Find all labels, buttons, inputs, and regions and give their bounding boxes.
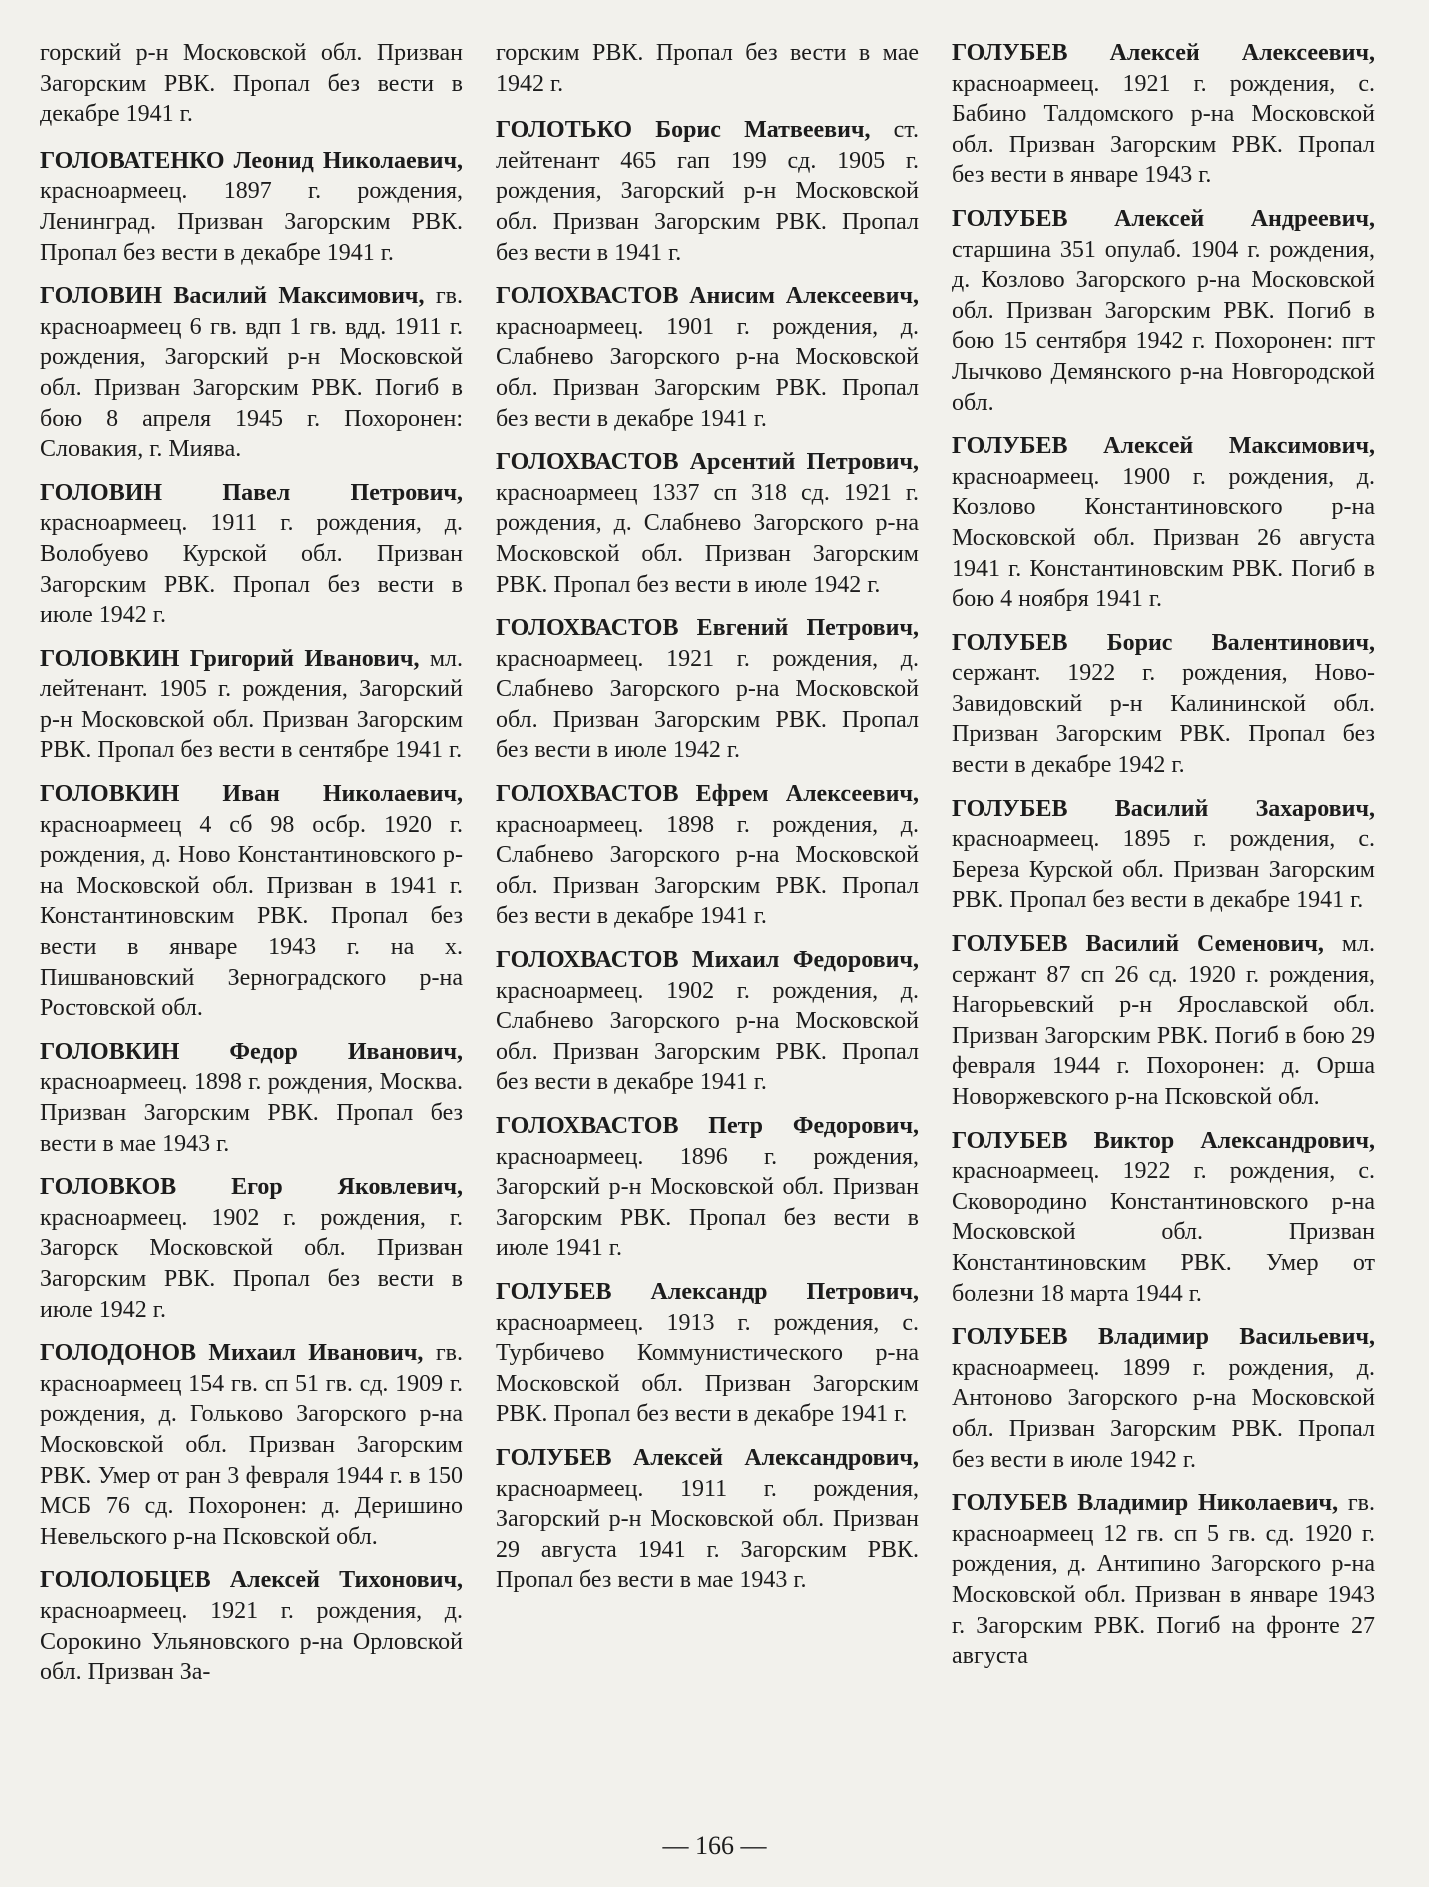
- entry-text: ст. лейтенант 465 гап 199 сд. 1905 г. рождения, Загорский р-н Московской обл. Призван Загорским РВК. Пропал без вести в 1941 г.: [496, 117, 919, 266]
- entry-name: ГОЛУБЕВ Алексей Алексеевич,: [952, 40, 1375, 66]
- entry-text: красноармеец. 1922 г. рождения, с. Сковородино Константиновского р-на Московской обл. Призван Константиновским РВК. Умер от болезни 18 марта 1944 г.: [952, 1158, 1375, 1307]
- entry-text: мл. лейтенант. 1905 г. рождения, Загорский р-н Московской обл. Призван Загорским РВК. Пропал без вести в сентябре 1941 г.: [40, 645, 463, 764]
- text-columns: [40, 38, 1375, 1701]
- registry-entry: [952, 38, 1375, 191]
- entry-name: ГОЛОВАТЕНКО Леонид Николаевич,: [40, 147, 463, 174]
- registry-entry: [496, 1111, 919, 1264]
- entry-continuation: [496, 38, 919, 99]
- registry-entry: [952, 1322, 1375, 1475]
- page-number: — 166 —: [662, 1831, 767, 1860]
- entry-name: ГОЛОВКИН Федор Иванович,: [40, 1038, 463, 1065]
- entry-text: горский р-н Московской обл. Призван Загорским РВК. Пропал без вести в декабре 1941 г.: [40, 40, 463, 128]
- registry-entry: [40, 281, 463, 465]
- entry-text: красноармеец. 1911 г. рождения, д. Волобуево Курской обл. Призван Загорским РВК. Пропал без вести в июле 1942 г.: [40, 510, 463, 629]
- registry-entry: [496, 447, 919, 600]
- entry-text: красноармеец. 1896 г. рождения, Загорский р-н Московской обл. Призван Загорским РВК. Пропал без вести в июле 1941 г.: [496, 1143, 919, 1262]
- registry-entry: [496, 613, 919, 766]
- entry-name: ГОЛОВКИН Иван Николаевич,: [40, 781, 463, 808]
- entry-continuation: [40, 38, 463, 130]
- registry-entry: [496, 281, 919, 434]
- entry-name: ГОЛОВИН Василий Максимович,: [40, 283, 425, 310]
- entry-text: красноармеец. 1921 г. рождения, д. Сорокино Ульяновского р-на Орловской обл. Призван За-: [40, 1597, 463, 1686]
- registry-entry: [496, 115, 919, 268]
- registry-entry: [496, 1277, 919, 1430]
- entry-name: ГОЛУБЕВ Борис Валентинович,: [952, 629, 1375, 656]
- entry-text: красноармеец 1337 сп 318 сд. 1921 г. рождения, д. Слабнево Загорского р-на Московской обл. Призван Загорским РВК. Пропал без вести в июле 1942 г.: [496, 479, 919, 598]
- registry-entry: [40, 644, 463, 766]
- registry-entry: [40, 478, 463, 631]
- registry-entry: [496, 779, 919, 932]
- entry-name: ГОЛУБЕВ Василий Семенович,: [952, 931, 1324, 958]
- registry-entry: [952, 929, 1375, 1113]
- entry-text: красноармеец. 1902 г. рождения, д. Слабнево Загорского р-на Московской обл. Призван Загорским РВК. Пропал без вести в декабре 1941 г.: [496, 977, 919, 1096]
- entry-name: ГОЛУБЕВ Алексей Александрович,: [496, 1444, 919, 1471]
- column-1: [40, 38, 463, 1701]
- registry-entry: [40, 1037, 463, 1159]
- registry-entry: [40, 1338, 463, 1552]
- entry-text: гв. красноармеец 6 гв. вдп 1 гв. вдд. 1911 г. рождения, Загорский р-н Московской обл. Призван Загорским РВК. Погиб в бою 8 апреля 1945 г. Похоронен: Словакия, г. Миява.: [40, 283, 463, 463]
- entry-name: ГОЛОВИН Павел Петрович,: [40, 479, 463, 506]
- entry-text: гв. красноармеец 12 гв. сп 5 гв. сд. 1920 г. рождения, д. Антипино Загорского р-на Московской обл. Призван в январе 1943 г. Загорским РВК. Погиб на фронте 27 августа: [952, 1490, 1376, 1670]
- entry-name: ГОЛОХВАСТОВ Евгений Петрович,: [496, 615, 919, 642]
- registry-entry: [952, 1126, 1375, 1310]
- entry-text: красноармеец. 1921 г. рождения, с. Бабино Талдомского р-на Московской обл. Призван Загорским РВК. Пропал без вести в январе 1943 г.: [952, 70, 1375, 189]
- registry-entry: [496, 945, 919, 1098]
- entry-text: красноармеец 4 сб 98 осбр. 1920 г. рождения, д. Ново Константиновского р-на Московской обл. Призван в 1941 г. Константиновским РВК. Пропал без вести в январе 1943 г. на х. Пишвановский Зерноградского р-на Ростовской обл.: [40, 811, 463, 1022]
- entry-name: ГОЛОДОНОВ Михаил Иванович,: [40, 1340, 424, 1367]
- entry-name: ГОЛОХВАСТОВ Ефрем Алексеевич,: [496, 781, 919, 808]
- registry-entry: [40, 1565, 463, 1687]
- registry-entry: [40, 779, 463, 1024]
- registry-entry: [496, 1443, 919, 1596]
- entry-name: ГОЛОТЬКО Борис Матвеевич,: [496, 117, 871, 144]
- entry-text: гв. красноармеец 154 гв. сп 51 гв. сд. 1909 г. рождения, д. Голькoво Загорского р-на Московской обл. Призван Загорским РВК. Умер от ран 3 февраля 1944 г. в 150 МСБ 76 сд. Похоронен: д. Деришино Невельского р-на Псковской обл.: [40, 1340, 464, 1550]
- column-3: [952, 38, 1375, 1701]
- entry-text: красноармеец. 1898 г. рождения, Москва. Призван Загорским РВК. Пропал без вести в мае 1943 г.: [40, 1069, 463, 1157]
- entry-name: ГОЛОЛОБЦЕВ Алексей Тихонович,: [40, 1567, 463, 1594]
- registry-entry: [40, 1172, 463, 1325]
- entry-name: ГОЛУБЕВ Алексей Максимович,: [952, 433, 1375, 460]
- entry-name: ГОЛУБЕВ Василий Захарович,: [952, 795, 1375, 822]
- entry-name: ГОЛОХВАСТОВ Анисим Алексеевич,: [496, 283, 919, 310]
- entry-name: ГОЛУБЕВ Алексей Андреевич,: [952, 205, 1375, 232]
- entry-text: красноармеец. 1897 г. рождения, Ленинград. Призван Загорским РВК. Пропал без вести в декабре 1941 г.: [40, 178, 463, 266]
- entry-text: красноармеец. 1900 г. рождения, д. Козлово Константиновского р-на Московской обл. Призван 26 августа 1941 г. Константиновским РВК. Погиб в бою 4 ноября 1941 г.: [952, 463, 1375, 613]
- entry-name: ГОЛУБЕВ Виктор Александрович,: [952, 1127, 1375, 1154]
- registry-entry: [952, 431, 1375, 615]
- entry-text: красноармеец. 1921 г. рождения, д. Слабнево Загорского р-на Московской обл. Призван Загорским РВК. Пропал без вести в июле 1942 г.: [496, 645, 919, 764]
- entry-text: красноармеец. 1902 г. рождения, г. Загорск Московской обл. Призван Загорским РВК. Пропал без вести в июле 1942 г.: [40, 1204, 463, 1323]
- entry-text: красноармеец. 1895 г. рождения, с. Береза Курской обл. Призван Загорским РВК. Пропал без вести в декабре 1941 г.: [952, 826, 1375, 914]
- entry-name: ГОЛОХВАСТОВ Михаил Федорович,: [496, 947, 919, 974]
- entry-text: красноармеец. 1898 г. рождения, д. Слабнево Загорского р-на Московской обл. Призван Загорским РВК. Пропал без вести в декабре 1941 г.: [496, 811, 919, 930]
- entry-name: ГОЛУБЕВ Александр Петрович,: [496, 1278, 919, 1305]
- entry-text: мл. сержант 87 сп 26 сд. 1920 г. рождения, Нагорьевский р-н Ярославской обл. Призван Загорским РВК. Погиб в бою 29 февраля 1944 г. Похоронен: д. Орша Новоржевского р-на Псковской обл.: [952, 931, 1375, 1110]
- entry-name: ГОЛОХВАСТОВ Петр Федорович,: [496, 1113, 919, 1139]
- registry-entry: [952, 204, 1375, 418]
- entry-name: ГОЛОХВАСТОВ Арсентий Петрович,: [496, 449, 919, 476]
- entry-name: ГОЛУБЕВ Владимир Васильевич,: [952, 1324, 1375, 1351]
- entry-text: горским РВК. Пропал без вести в мае 1942 г.: [496, 40, 919, 97]
- registry-entry: [952, 628, 1375, 781]
- registry-entry: [40, 146, 463, 268]
- entry-text: сержант. 1922 г. рождения, Ново-Завидовский р-н Калининской обл. Призван Загорским РВК. Пропал без вести в декабре 1942 г.: [952, 660, 1375, 779]
- registry-entry: [952, 1488, 1375, 1672]
- entry-text: красноармеец. 1911 г. рождения, Загорский р-н Московской обл. Призван 29 августа 1941 г. Загорским РВК. Пропал без вести в мае 1943 г.: [496, 1475, 919, 1594]
- entry-name: ГОЛОВКИН Григорий Иванович,: [40, 645, 420, 672]
- entry-text: красноармеец. 1899 г. рождения, д. Антоново Загорского р-на Московской обл. Призван Загорским РВК. Пропал без вести в июле 1942 г.: [952, 1354, 1375, 1473]
- entry-name: ГОЛОВКОВ Егор Яковлевич,: [40, 1174, 463, 1201]
- column-2: [496, 38, 919, 1701]
- entry-text: красноармеец. 1901 г. рождения, д. Слабнево Загорского р-на Московской обл. Призван Загорским РВК. Пропал без вести в декабре 1941 г.: [496, 313, 919, 432]
- entry-text: старшина 351 опулаб. 1904 г. рождения, д. Козлово Загорского р-на Московской обл. Призван Загорским РВК. Погиб в бою 15 сентября 1942 г. Похоронен: пгт Лычково Демянского р-на Новгородской обл.: [952, 236, 1375, 416]
- entry-name: ГОЛУБЕВ Владимир Николаевич,: [952, 1490, 1339, 1517]
- entry-text: красноармеец. 1913 г. рождения, с. Турбичево Коммунистического р-на Московской обл. Призван Загорским РВК. Пропал без вести в декабре 1941 г.: [496, 1309, 919, 1428]
- registry-entry: [952, 794, 1375, 916]
